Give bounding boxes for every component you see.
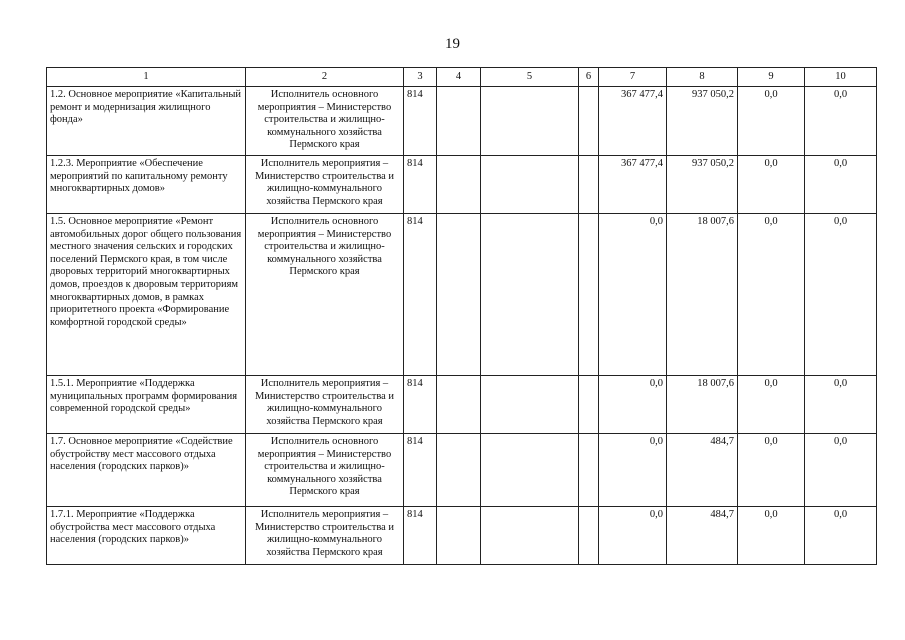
table-row [47, 213, 877, 375]
column-header: 9 [738, 68, 805, 87]
col6-cell [579, 506, 599, 564]
col5-cell [481, 87, 579, 156]
col7-value-cell: 367 477,4 [599, 155, 667, 213]
col9-value-cell: 0,0 [738, 213, 805, 375]
col9-value-cell: 0,0 [738, 506, 805, 564]
col8-value-cell: 937 050,2 [667, 87, 738, 156]
col4-cell [437, 375, 481, 433]
code-cell: 814 [404, 155, 437, 213]
table-row [47, 375, 877, 433]
col8-value-cell: 18 007,6 [667, 213, 738, 375]
column-header: 2 [246, 68, 404, 87]
column-header: 8 [667, 68, 738, 87]
col5-cell [481, 375, 579, 433]
column-header: 10 [805, 68, 877, 87]
table-row [47, 433, 877, 506]
col10-value-cell: 0,0 [805, 506, 877, 564]
col5-cell [481, 433, 579, 506]
column-header: 5 [481, 68, 579, 87]
col6-cell [579, 87, 599, 156]
col5-cell [481, 155, 579, 213]
col6-cell [579, 433, 599, 506]
column-header: 1 [47, 68, 246, 87]
col4-cell [437, 433, 481, 506]
executor-cell: Исполнитель мероприятия – Министерство строительства и жилищно-коммунального хозяйства Пермского края [246, 375, 404, 433]
col10-value-cell: 0,0 [805, 375, 877, 433]
col6-cell [579, 375, 599, 433]
activity-name-cell: 1.7. Основное мероприятие «Содействие обустройству мест массового отдыха населения (городских парков)» [47, 433, 246, 506]
col8-value-cell: 18 007,6 [667, 375, 738, 433]
executor-cell: Исполнитель мероприятия – Министерство строительства и жилищно-коммунального хозяйства Пермского края [246, 506, 404, 564]
page-number: 19 [445, 36, 460, 52]
col9-value-cell: 0,0 [738, 87, 805, 156]
col4-cell [437, 155, 481, 213]
col4-cell [437, 506, 481, 564]
program-budget-table [46, 67, 877, 565]
column-header: 4 [437, 68, 481, 87]
activity-name-cell: 1.5.1. Мероприятие «Поддержка муниципальных программ формирования современной городской среды» [47, 375, 246, 433]
executor-cell: Исполнитель основного мероприятия – Министерство строительства и жилищно-коммунального хозяйства Пермского края [246, 213, 404, 375]
col5-cell [481, 506, 579, 564]
col9-value-cell: 0,0 [738, 375, 805, 433]
code-cell: 814 [404, 506, 437, 564]
table-row [47, 506, 877, 564]
col7-value-cell: 0,0 [599, 506, 667, 564]
executor-cell: Исполнитель мероприятия – Министерство строительства и жилищно-коммунального хозяйства Пермского края [246, 155, 404, 213]
col5-cell [481, 213, 579, 375]
col4-cell [437, 87, 481, 156]
column-header: 7 [599, 68, 667, 87]
col7-value-cell: 367 477,4 [599, 87, 667, 156]
activity-name-cell: 1.2.3. Мероприятие «Обеспечение мероприятий по капитальному ремонту многоквартирных домов» [47, 155, 246, 213]
col7-value-cell: 0,0 [599, 433, 667, 506]
col6-cell [579, 213, 599, 375]
activity-name-cell: 1.5. Основное мероприятие «Ремонт автомобильных дорог общего пользования местного значения сельских и городских поселений Пермского края, в том числе дворовых территорий многоквартирных домов, проездов к дворовым территориям многоквартирных домов, в рамках приоритетного проекта «Формирование комфортной городской среды» [47, 213, 246, 375]
col8-value-cell: 484,7 [667, 433, 738, 506]
col7-value-cell: 0,0 [599, 375, 667, 433]
col10-value-cell: 0,0 [805, 433, 877, 506]
code-cell: 814 [404, 375, 437, 433]
code-cell: 814 [404, 87, 437, 156]
col9-value-cell: 0,0 [738, 433, 805, 506]
col6-cell [579, 155, 599, 213]
executor-cell: Исполнитель основного мероприятия – Министерство строительства и жилищно-коммунального хозяйства Пермского края [246, 87, 404, 156]
column-header: 3 [404, 68, 437, 87]
code-cell: 814 [404, 433, 437, 506]
col10-value-cell: 0,0 [805, 155, 877, 213]
table-row [47, 155, 877, 213]
col7-value-cell: 0,0 [599, 213, 667, 375]
column-header: 6 [579, 68, 599, 87]
col10-value-cell: 0,0 [805, 87, 877, 156]
col8-value-cell: 484,7 [667, 506, 738, 564]
activity-name-cell: 1.2. Основное мероприятие «Капитальный ремонт и модернизация жилищного фонда» [47, 87, 246, 156]
code-cell: 814 [404, 213, 437, 375]
col9-value-cell: 0,0 [738, 155, 805, 213]
col4-cell [437, 213, 481, 375]
executor-cell: Исполнитель основного мероприятия – Министерство строительства и жилищно-коммунального хозяйства Пермского края [246, 433, 404, 506]
activity-name-cell: 1.7.1. Мероприятие «Поддержка обустройства мест массового отдыха населения (городских парков)» [47, 506, 246, 564]
column-number-row [47, 68, 877, 87]
col8-value-cell: 937 050,2 [667, 155, 738, 213]
col10-value-cell: 0,0 [805, 213, 877, 375]
table-row [47, 87, 877, 156]
